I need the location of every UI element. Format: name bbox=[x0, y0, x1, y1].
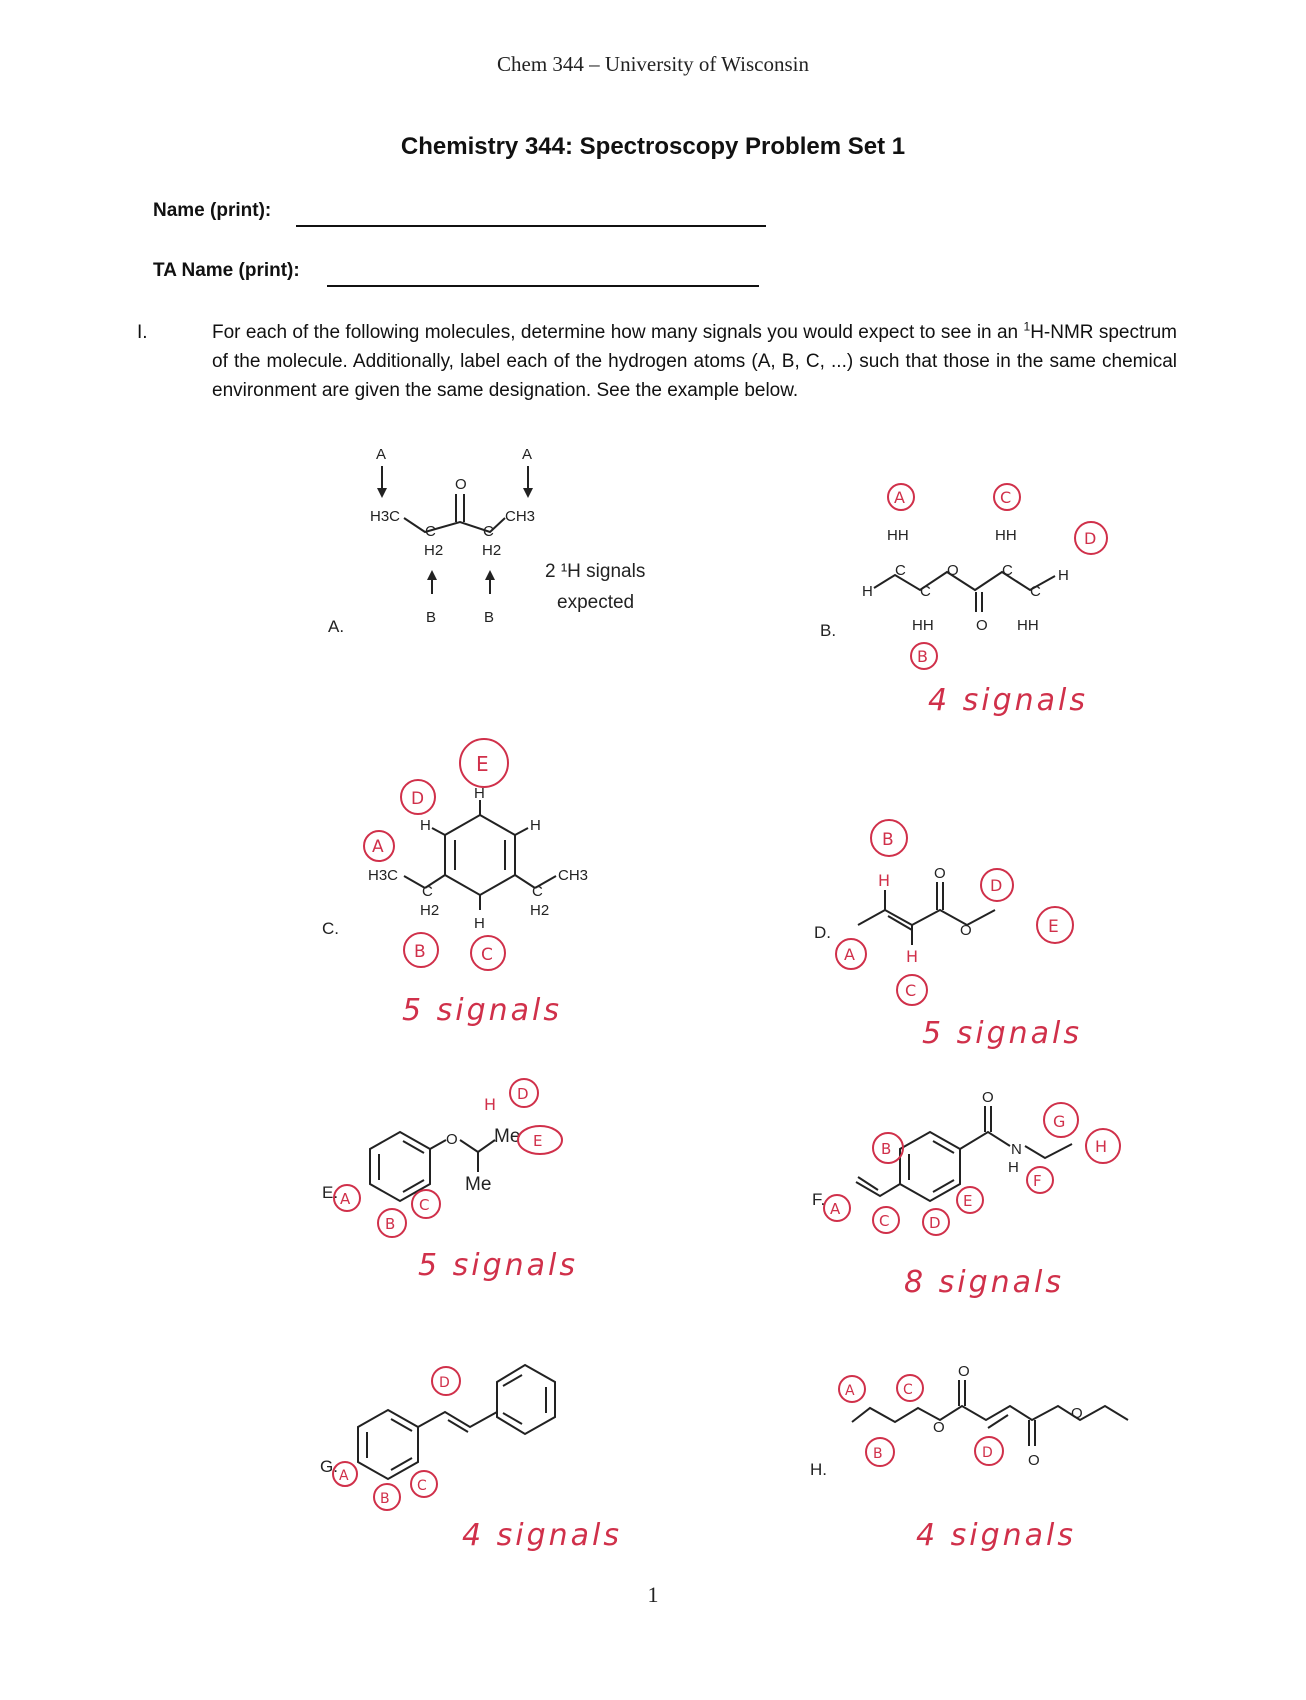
annotation: B bbox=[414, 942, 426, 962]
atom-label: O bbox=[1071, 1405, 1083, 1422]
annotation: B bbox=[873, 1446, 883, 1462]
molecule-d bbox=[814, 820, 1082, 1051]
example-signals-line1: 2 ¹H signals bbox=[545, 561, 646, 582]
annotation: E bbox=[476, 752, 489, 776]
question-sup: 1 bbox=[1023, 319, 1031, 334]
ether-bond bbox=[430, 1140, 446, 1149]
atom-label: H bbox=[484, 1095, 497, 1114]
annotation: B bbox=[881, 1140, 892, 1158]
molecule-b bbox=[820, 484, 1107, 718]
atom-label: HH bbox=[995, 527, 1017, 544]
annotation: D bbox=[929, 1214, 941, 1232]
atom-label: H2 bbox=[530, 902, 550, 919]
atom-label: Me bbox=[465, 1174, 492, 1195]
ta-name-field-label: TA Name (print): bbox=[153, 260, 300, 281]
annotation: G bbox=[1053, 1112, 1066, 1131]
molecule-h bbox=[810, 1363, 1128, 1553]
arrow-head bbox=[377, 488, 387, 498]
annotation: E bbox=[533, 1132, 543, 1150]
annotation: C bbox=[879, 1212, 890, 1230]
annotation: C bbox=[905, 981, 917, 1000]
molecule-f-label: F. bbox=[812, 1190, 826, 1209]
annotation: A bbox=[340, 1190, 351, 1208]
annotation: D bbox=[1084, 529, 1097, 548]
annotation: C bbox=[417, 1478, 427, 1494]
annotation: D bbox=[411, 789, 425, 809]
annotation: D bbox=[982, 1445, 993, 1461]
atom-label: H bbox=[474, 785, 485, 802]
amide-bond bbox=[960, 1132, 1010, 1149]
annotation: F bbox=[1033, 1172, 1042, 1190]
atom-label: H bbox=[1008, 1159, 1019, 1176]
atom-label: O bbox=[446, 1131, 458, 1148]
atom-label: H bbox=[862, 583, 873, 600]
atom-label: N bbox=[1011, 1141, 1022, 1158]
course-header: Chem 344 – University of Wisconsin bbox=[497, 52, 809, 76]
annotation: A bbox=[844, 945, 855, 964]
atom-label: HH bbox=[887, 527, 909, 544]
atom-label: H bbox=[906, 947, 919, 966]
annotation: B bbox=[380, 1491, 390, 1507]
annotation: A bbox=[339, 1468, 349, 1484]
molecule-f bbox=[812, 1089, 1120, 1300]
annotation: A bbox=[830, 1200, 841, 1218]
page-title: Chemistry 344: Spectroscopy Problem Set 1 bbox=[400, 133, 906, 160]
annotation: C bbox=[1000, 488, 1012, 507]
answer-d: 5 signals bbox=[922, 1016, 1082, 1051]
atom-label: C bbox=[895, 562, 906, 579]
atom-label: CH3 bbox=[558, 867, 589, 884]
annotation: E bbox=[1048, 917, 1059, 937]
atom-label: A bbox=[522, 446, 533, 463]
atom-label: O bbox=[455, 476, 467, 493]
example-signals-line2: expected bbox=[557, 592, 635, 613]
atom-label: H bbox=[878, 871, 891, 890]
atom-label: O bbox=[933, 1419, 945, 1436]
molecule-h-label: H. bbox=[810, 1460, 827, 1479]
atom-label: C bbox=[422, 883, 433, 900]
annotation: E bbox=[963, 1192, 973, 1210]
annotation: B bbox=[882, 830, 894, 850]
atom-label: O bbox=[1028, 1452, 1040, 1469]
annotation: B bbox=[385, 1215, 396, 1233]
name-field-label: Name (print): bbox=[153, 200, 272, 221]
atom-label: H bbox=[530, 817, 541, 834]
answer-e: 5 signals bbox=[418, 1248, 578, 1283]
annotation: C bbox=[481, 945, 493, 965]
arrow-head bbox=[523, 488, 533, 498]
answer-b: 4 signals bbox=[928, 683, 1088, 718]
atom-label: Me bbox=[494, 1126, 521, 1147]
arrow-head bbox=[427, 570, 437, 580]
atom-label: C bbox=[920, 583, 931, 600]
atom-label: A bbox=[376, 446, 387, 463]
chain-bonds bbox=[852, 1406, 1128, 1422]
atom-label: O bbox=[976, 617, 988, 634]
ring-h-bond bbox=[432, 828, 445, 835]
atom-label: HH bbox=[1017, 617, 1039, 634]
answer-c: 5 signals bbox=[402, 993, 562, 1028]
annotation: H bbox=[1095, 1137, 1108, 1156]
question-text-2: H-NMR spectrum of the molecule. Additionally, label each of the hydrogen atoms (A, B, C, ...) such that those in the same chemical environment are given the same designation. See the example below. bbox=[212, 322, 1178, 401]
atom-label: O bbox=[947, 562, 959, 579]
molecule-e-label: E. bbox=[322, 1183, 339, 1202]
ethyl-bond bbox=[1025, 1144, 1072, 1158]
atom-label: O bbox=[958, 1363, 970, 1380]
question-number: I. bbox=[137, 322, 148, 343]
ether-bond bbox=[460, 1140, 495, 1152]
atom-label: H bbox=[420, 817, 431, 834]
molecule-c bbox=[322, 739, 588, 1028]
atom-label: O bbox=[960, 922, 972, 939]
ring-h-bond bbox=[515, 828, 528, 835]
arrow-head bbox=[485, 570, 495, 580]
atom-label: C bbox=[1002, 562, 1013, 579]
molecule-a bbox=[328, 446, 645, 636]
answer-g: 4 signals bbox=[462, 1518, 622, 1553]
atom-label: CH3 bbox=[505, 508, 536, 525]
answer-h: 4 signals bbox=[916, 1518, 1076, 1553]
annotation: D bbox=[439, 1375, 450, 1391]
annotation: A bbox=[372, 837, 384, 857]
atom-label: HH bbox=[912, 617, 934, 634]
atom-label: B bbox=[484, 609, 495, 626]
alkene-double-bond bbox=[448, 1420, 468, 1432]
atom-label: C bbox=[483, 523, 494, 540]
molecule-c-label: C. bbox=[322, 919, 339, 938]
molecule-a-label: A. bbox=[328, 617, 345, 636]
molecule-g bbox=[320, 1365, 622, 1553]
atom-label: H3C bbox=[368, 867, 399, 884]
atom-label: H3C bbox=[370, 508, 401, 525]
page-number: 1 bbox=[647, 1582, 659, 1607]
annotation: C bbox=[419, 1196, 430, 1214]
molecule-b-label: B. bbox=[820, 621, 837, 640]
molecule-e bbox=[322, 1079, 578, 1283]
answer-f: 8 signals bbox=[904, 1265, 1064, 1300]
atom-label: H2 bbox=[424, 542, 444, 559]
atom-label: H2 bbox=[482, 542, 502, 559]
molecule-d-label: D. bbox=[814, 923, 831, 942]
atom-label: O bbox=[934, 865, 946, 882]
annotation: C bbox=[903, 1382, 913, 1398]
atom-label: C bbox=[1030, 583, 1041, 600]
atom-label: H bbox=[1058, 567, 1069, 584]
atom-label: O bbox=[982, 1089, 994, 1106]
annotation: A bbox=[845, 1383, 855, 1399]
molecule-g-label: G. bbox=[320, 1457, 338, 1476]
atom-label: C bbox=[532, 883, 543, 900]
annotation: A bbox=[894, 488, 905, 507]
atom-label: C bbox=[425, 523, 436, 540]
atom-label: B bbox=[426, 609, 437, 626]
atom-label: H2 bbox=[420, 902, 440, 919]
chain-bonds bbox=[858, 910, 995, 925]
question-text-1: For each of the following molecules, determine how many signals you would expect to see in an bbox=[212, 322, 1019, 343]
annotation: D bbox=[990, 876, 1003, 895]
atom-label: H bbox=[474, 915, 485, 932]
annotation: B bbox=[917, 647, 928, 666]
annotation: D bbox=[517, 1085, 529, 1103]
